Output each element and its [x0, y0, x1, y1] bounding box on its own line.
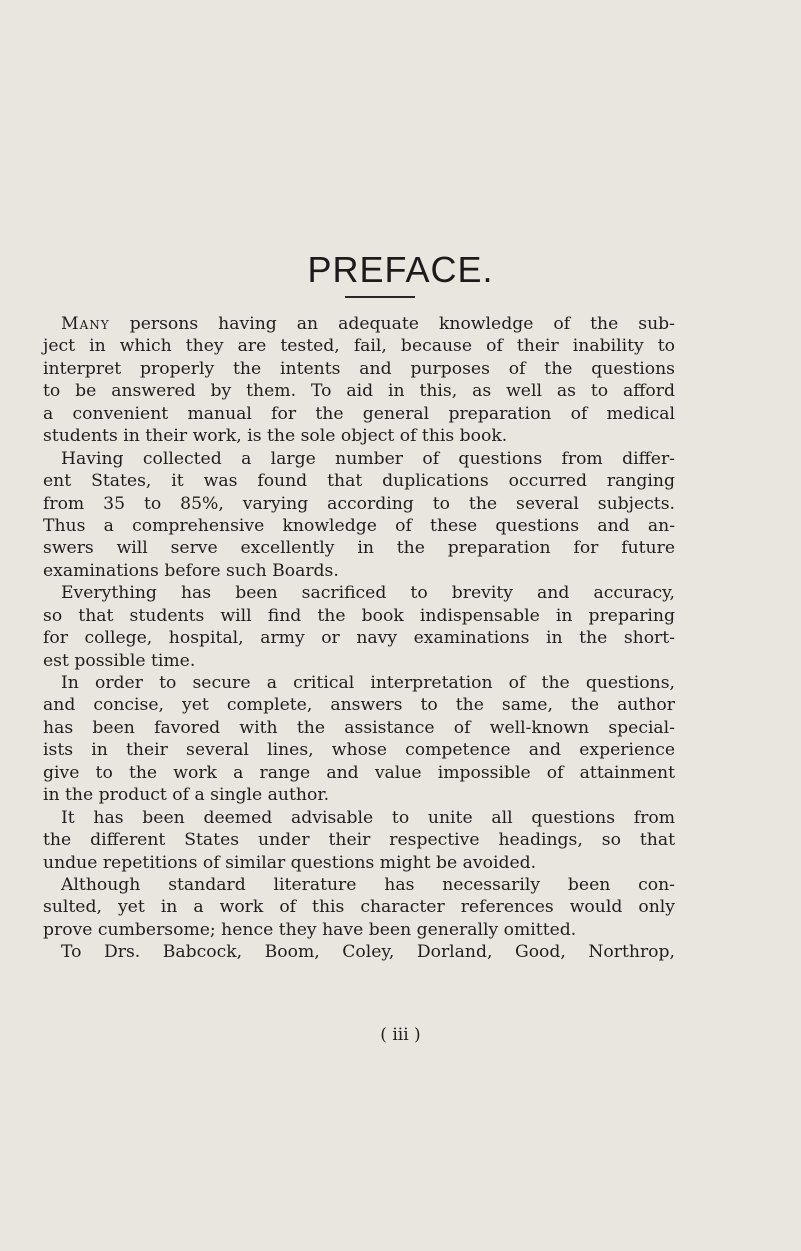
text-line: the different States under their respective headings, so that: [43, 830, 675, 851]
line-text: persons having an adequate knowledge of the sub-: [109, 314, 675, 334]
text-line: It has been deemed advisable to unite all questions from: [61, 807, 675, 828]
text-line: a convenient manual for the general preparation of medical: [43, 403, 675, 424]
text-line: give to the work a range and value impossible of attainment: [43, 762, 675, 783]
text-line: ject in which they are tested, fail, because of their inability to: [43, 336, 675, 357]
text-line: Thus a comprehensive knowledge of these questions and an-: [43, 515, 675, 536]
text-line: for college, hospital, army or navy examinations in the short-: [43, 628, 675, 649]
text-line: in the product of a single author.: [43, 785, 330, 806]
text-line: est possible time.: [43, 650, 196, 671]
title-rule: [345, 296, 415, 298]
text-line: has been favored with the assistance of well-known special-: [43, 717, 675, 738]
text-line: Having collected a large number of questions from differ-: [61, 448, 675, 469]
text-line: sulted, yet in a work of this character references would only: [43, 897, 675, 918]
text-line: from 35 to 85%, varying according to the several subjects.: [43, 493, 675, 514]
text-line: so that students will find the book indispensable in preparing: [43, 605, 675, 626]
text-line: to be answered by them. To aid in this, as well as to afford: [43, 381, 675, 402]
text-line: To Drs. Babcock, Boom, Coley, Dorland, Good, Northrop,: [61, 942, 675, 963]
text-line: interpret properly the intents and purposes of the questions: [43, 358, 675, 379]
text-line: and concise, yet complete, answers to the same, the author: [43, 695, 675, 716]
text-line: Everything has been sacrificed to brevity and accuracy,: [61, 583, 675, 604]
text-line: swers will serve excellently in the preparation for future: [43, 538, 675, 559]
text-line: examinations before such Boards.: [43, 560, 339, 581]
text-line: students in their work, is the sole object of this book.: [43, 426, 508, 447]
text-line: prove cumbersome; hence they have been generally omitted.: [43, 919, 577, 940]
page-number: ( iii ): [380, 1025, 421, 1045]
text-line: [43, 313, 675, 335]
text-line: In order to secure a critical interpretation of the questions,: [61, 673, 675, 693]
text-line: ent States, it was found that duplications occurred ranging: [43, 471, 675, 492]
lead-word: Many: [61, 314, 110, 334]
preface-body: [43, 313, 675, 964]
page-title: PREFACE.: [307, 249, 494, 290]
text-line: Although standard literature has necessarily been con-: [61, 874, 675, 895]
text-line: undue repetitions of similar questions might be avoided.: [43, 852, 537, 873]
text-line: ists in their several lines, whose competence and experience: [43, 740, 675, 761]
